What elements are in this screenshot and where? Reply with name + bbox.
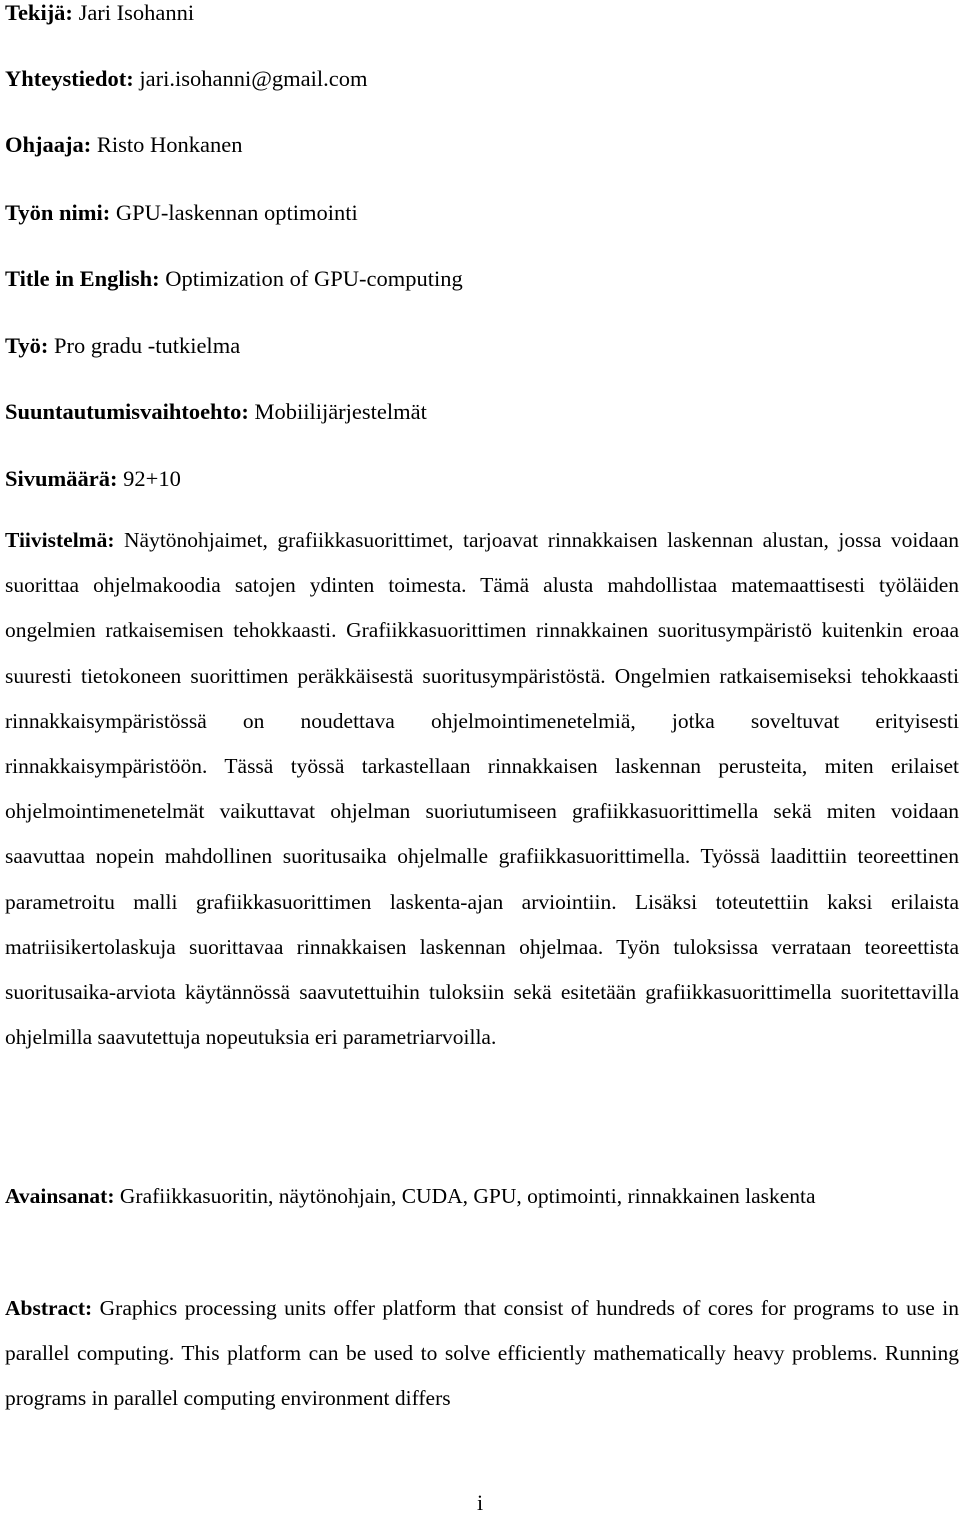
- specialization-label: Suuntautumisvaihtoehto:: [5, 399, 249, 424]
- finnish-abstract-label: Tiivistelmä:: [5, 528, 115, 552]
- english-abstract: [5, 1286, 959, 1422]
- author-line: [5, 0, 194, 26]
- contact-label: Yhteystiedot:: [5, 66, 134, 91]
- work-type-label: Työ:: [5, 333, 49, 358]
- contact-value: jari.isohanni@gmail.com: [139, 66, 368, 91]
- title-label: Työn nimi:: [5, 200, 111, 225]
- specialization-line: [5, 399, 427, 425]
- title-value: GPU-laskennan optimointi: [115, 200, 358, 225]
- finnish-abstract: [5, 518, 959, 1060]
- title-en-value: Optimization of GPU-computing: [165, 266, 463, 291]
- work-type-value: Pro gradu -tutkielma: [53, 333, 241, 358]
- keywords-text: Grafiikkasuoritin, näytönohjain, CUDA, GPU, optimointi, rinnakkainen laskenta: [119, 1184, 816, 1208]
- page-number: i: [476, 1490, 484, 1515]
- english-abstract-label: Abstract:: [5, 1296, 93, 1320]
- finnish-abstract-text: Näytönohjaimet, grafiikkasuorittimet, tarjoavat rinnakkaisen laskennan alustan, jossa voidaan suorittaa ohjelmakoodia satojen ydinten toimesta. Tämä alusta mahdollistaa matemaattisesti työläiden ongelmien ratkaisemisen tehokkaasti. Grafiikkasuorittimen rinnakkainen suoritusympäristö kuitenkin eroaa suuresti tietokoneen suorittimen peräkkäisestä suoritusympäristöstä. Ongelmien ratkaisemiseksi tehokkaasti rinnakkaisympäristössä on noudettava ohjelmointimenetelmiä, jotka soveltuvat erityisesti rinnakkaisympäristöön. Tässä työssä tarkastellaan rinnakkaisen laskennan perusteita, miten erilaiset ohjelmointimenetelmät vaikuttavat ohjelman suoriutumiseen grafiikkasuorittimella sekä miten voidaan saavuttaa nopein mahdollinen suoritusaika ohjelmalle grafiikkasuorittimella. Työssä laadittiin teoreettinen parametroitu malli grafiikkasuorittimen laskenta-ajan arviointiin. Lisäksi toteutettiin kaksi erilaista matriisikertolaskuja suorittavaa rinnakkaisen laskennan ohjelmaa. Työn tuloksissa verrataan teoreettista suoritusaika-arviota käytännössä saavutettuihin tuloksiin sekä esitetään grafiikkasuorittimella suoritettavilla ohjelmilla saavutettuja nopeutuksia eri parametriarvoilla.: [5, 528, 959, 1050]
- page-count-label: Sivumäärä:: [5, 466, 118, 491]
- keywords: [5, 1174, 959, 1219]
- page-count-line: [5, 466, 181, 492]
- page-count-value: 92+10: [123, 466, 181, 491]
- title-en-label: Title in English:: [5, 266, 160, 291]
- specialization-value: Mobiilijärjestelmät: [254, 399, 427, 424]
- keywords-label: Avainsanat:: [5, 1184, 115, 1208]
- author-label: Tekijä:: [5, 0, 73, 25]
- english-abstract-text: Graphics processing units offer platform that consist of hundreds of cores for programs to use in parallel computing. This platform can be used to solve efficiently mathematically heavy problems. Running programs in parallel computing environment differs: [5, 1296, 959, 1411]
- supervisor-value: Risto Honkanen: [96, 132, 243, 157]
- supervisor-label: Ohjaaja:: [5, 132, 92, 157]
- contact-line: [5, 66, 368, 92]
- work-type-line: [5, 333, 240, 359]
- title-en-line: [5, 266, 463, 292]
- author-value: Jari Isohanni: [78, 0, 195, 25]
- supervisor-line: [5, 132, 243, 158]
- title-line: [5, 200, 358, 226]
